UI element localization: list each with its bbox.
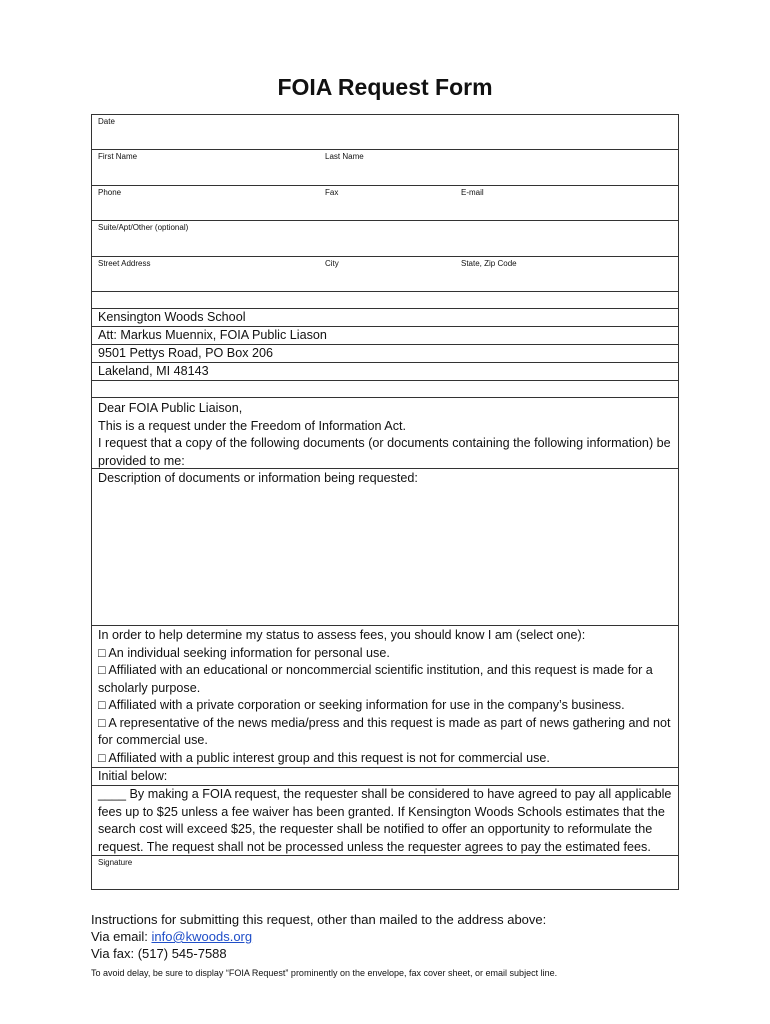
first-name-label: First Name (98, 152, 138, 161)
last-name-label: Last Name (325, 152, 364, 161)
email-line (91, 928, 691, 945)
recipient-line-2 (92, 327, 678, 345)
submission-instructions (91, 911, 691, 982)
address-row (92, 257, 678, 292)
date-field[interactable] (92, 115, 678, 150)
fee-option-public-interest[interactable]: □ Affiliated with a public interest group and this request is not for commercial use. (98, 750, 550, 765)
foia-form (91, 114, 679, 890)
fee-option-educational[interactable]: □ Affiliated with an educational or noncommercial scientific institution, and this request is made for a scholarly purpose. (98, 663, 653, 695)
description-field[interactable] (92, 469, 678, 626)
delay-note: To avoid delay, be sure to display “FOIA Request” prominently on the envelope, fax cover sheet, or email subject line. (91, 968, 558, 978)
name-row (92, 150, 678, 186)
description-label: Description of documents or information being requested: (98, 471, 418, 485)
suite-field[interactable] (92, 221, 678, 257)
recipient-street: 9501 Pettys Road, PO Box 206 (98, 346, 274, 360)
signature-label: Signature (98, 858, 133, 867)
instructions-text: Instructions for submitting this request, other than mailed to the address above: (91, 912, 547, 927)
state-zip-label: State, Zip Code (461, 259, 517, 268)
signature-field[interactable] (92, 856, 678, 890)
spacer-row (92, 292, 678, 309)
recipient-line-3 (92, 345, 678, 363)
letter-line-1: This is a request under the Freedom of Information Act. (98, 418, 406, 433)
fee-agreement-block[interactable] (92, 786, 678, 856)
email-link[interactable]: info@kwoods.org (151, 929, 253, 944)
fee-status-intro: In order to help determine my status to assess fees, you should know I am (select one): (98, 628, 586, 642)
letter-block (92, 398, 678, 469)
letter-greeting: Dear FOIA Public Liaison, (98, 401, 243, 415)
email-label: E-mail (461, 188, 484, 197)
fee-option-news-media[interactable]: □ A representative of the news media/press and this request is made as part of news gathering and not for commercial use. (98, 715, 671, 747)
recipient-line-4 (92, 363, 678, 381)
initial-label: Initial below: (98, 769, 168, 783)
email-prefix: Via email: (91, 929, 152, 944)
recipient-city: Lakeland, MI 48143 (98, 364, 209, 378)
contact-row (92, 186, 678, 221)
fax-label: Fax (325, 188, 339, 197)
street-label: Street Address (98, 259, 151, 268)
recipient-school: Kensington Woods School (98, 310, 246, 324)
recipient-line-1 (92, 309, 678, 327)
suite-label: Suite/Apt/Other (optional) (98, 223, 189, 232)
city-label: City (325, 259, 339, 268)
form-title: FOIA Request Form (277, 74, 493, 100)
date-label: Date (98, 117, 115, 126)
fee-option-personal[interactable]: □ An individual seeking information for personal use. (98, 645, 390, 660)
fee-option-commercial[interactable]: □ Affiliated with a private corporation or seeking information for use in the company’s business. (98, 698, 625, 712)
fax-line: Via fax: (517) 545-7588 (91, 946, 227, 961)
fee-agreement-text: ____ By making a FOIA request, the requester shall be considered to have agreed to pay all applicable fees up to $25 unless a fee waiver has been granted. If Kensington Woods Schools estimates that the search cost will exceed $25, the requester shall be notified to offer an opportunity to reformulate the request. The request shall not be processed unless the requester agrees to pay the estimated fees. (98, 787, 672, 854)
phone-label: Phone (98, 188, 122, 197)
spacer-row-2 (92, 381, 678, 398)
letter-line-2: I request that a copy of the following documents (or documents containing the following information) be provided to me: (98, 436, 671, 468)
initial-label-row (92, 768, 678, 786)
fee-status-block (92, 626, 678, 768)
recipient-attention: Att: Markus Muennix, FOIA Public Liason (98, 328, 327, 342)
